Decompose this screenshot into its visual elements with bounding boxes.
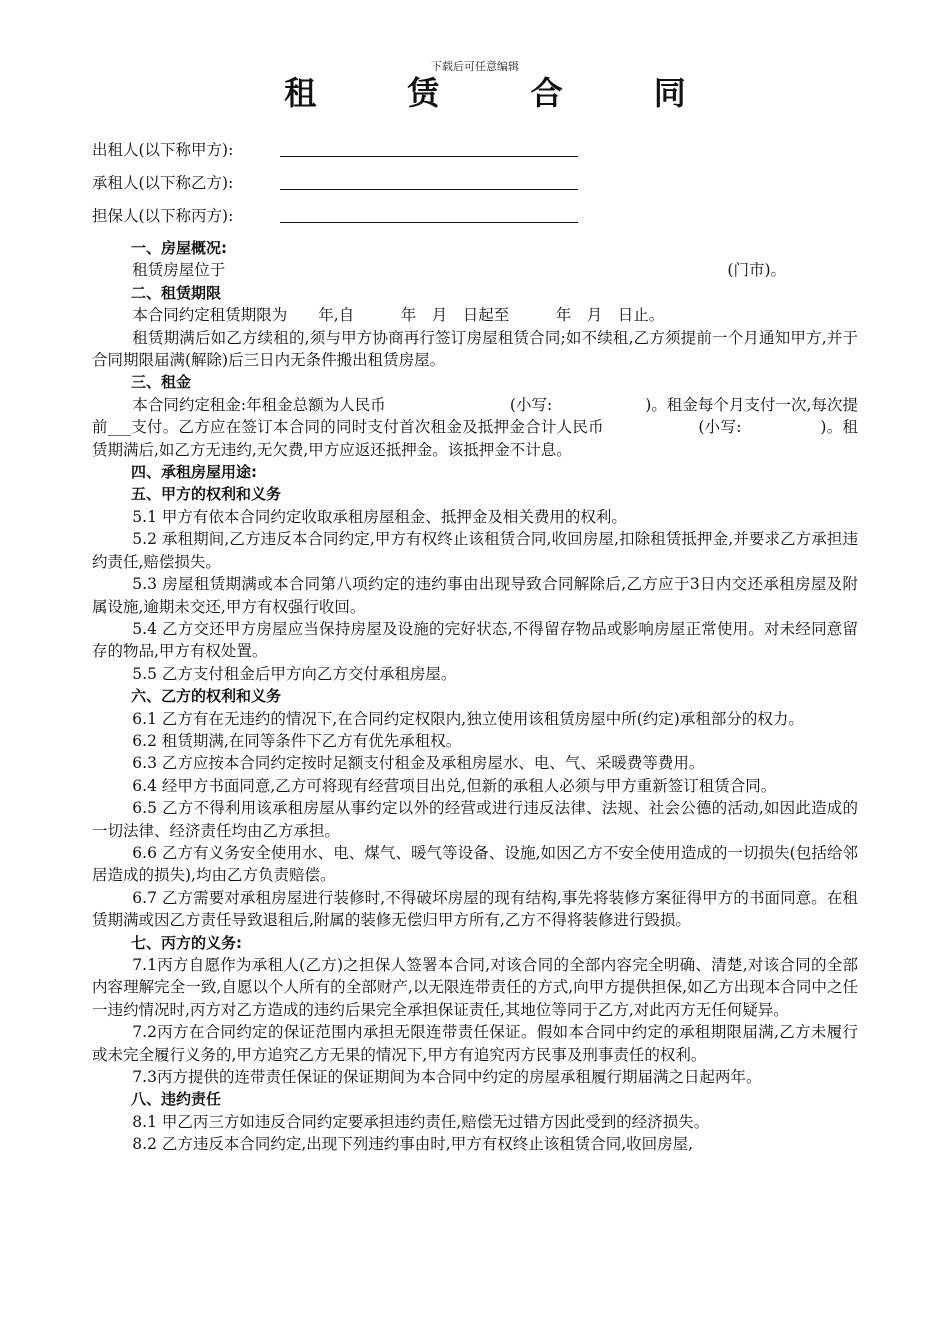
section-2-heading: 二、租赁期限 [131, 283, 222, 302]
party-guarantor-blank-line [280, 222, 578, 223]
clause-6-1: 6.1 乙方有在无违约的情况下,在合同约定权限内,独立使用该租赁房屋中所(约定)承租部分的权力。 [132, 709, 804, 728]
section-3-heading: 三、租金 [131, 373, 192, 392]
clause-6-7: 6.7 乙方需要对承租房屋进行装修时,不得破坏房屋的现有结构,事先将装修方案征得甲方的书面同意。在租赁期满或因乙方责任导致退租后,附属的装修无偿归甲方所有,乙方不得将装修进行毁损。 [92, 888, 858, 930]
party-lessee-blank-line [280, 189, 578, 190]
section-1-location-line [92, 259, 858, 281]
clause-5-5: 5.5 乙方支付租金后甲方向乙方交付承租房屋。 [132, 664, 457, 683]
section-3-para-1: 本合同约定租金:年租金总额为人民币 (小写: )。租金每个月支付一次,每次提前___支付。乙方应在签订本合同的同时支付首次租金及抵押金合计人民币 (小写: )。租赁期满后,如乙方无违约,无欠费,甲方应返还抵押金。该抵押金不计息。 [92, 395, 858, 459]
clause-6-4: 6.4 经甲方书面同意,乙方可将现有经营项目出兑,但新的承租人必须与甲方重新签订租赁合同。 [132, 776, 777, 795]
location-label: 租赁房屋位于 [132, 261, 226, 280]
clause-7-2: 7.2丙方在合同约定的保证范围内承担无限连带责任保证。假如本合同中约定的承租期限届满,乙方未履行或未完全履行义务的,甲方追究乙方无果的情况下,甲方有追究丙方民事及刑事责任的权利。 [92, 1023, 858, 1064]
party-lessor-blank-line [280, 156, 578, 157]
section-7-heading: 七、丙方的义务: [131, 933, 242, 952]
document-title: 租 赁 合 同 [284, 74, 726, 112]
clause-6-3: 6.3 乙方应按本合同约定按时足额支付租金及承租房屋水、电、气、采暖费等费用。 [132, 754, 705, 773]
party-lessee [92, 171, 233, 193]
section-4-heading: 四、承租房屋用途: [131, 463, 257, 482]
clause-5-4: 5.4 乙方交还甲方房屋应当保持房屋及设施的完好状态,不得留存物品或影响房屋正常使用。对未经同意留存的物品,甲方有权处置。 [92, 619, 858, 661]
section-2-para-1: 本合同约定租赁期限为 年,自 年 月 日起至 年 月 日止。 [132, 306, 665, 325]
section-6-heading: 六、乙方的权利和义务 [131, 687, 282, 706]
clause-5-3: 5.3 房屋租赁期满或本合同第八项约定的违约事由出现导致合同解除后,乙方应于3日内交还承租房屋及附属设施,逾期未交还,甲方有权强行收回。 [92, 575, 858, 616]
clause-7-3: 7.3丙方提供的连带责任保证的保证期间为本合同中约定的房屋承租履行期届满之日起两年。 [132, 1068, 762, 1087]
clause-8-1: 8.1 甲乙丙三方如违反合同约定要承担违约责任,赔偿无过错方因此受到的经济损失。 [132, 1112, 710, 1131]
section-5-heading: 五、甲方的权利和义务 [131, 485, 282, 504]
clause-6-2: 6.2 租赁期满,在同等条件下乙方有优先承租权。 [132, 731, 462, 750]
clause-8-2: 8.2 乙方违反本合同约定,出现下列违约事由时,甲方有权终止该租赁合同,收回房屋, [132, 1135, 694, 1154]
location-suffix: (门市)。 [727, 261, 786, 280]
contract-body [92, 237, 858, 1156]
clause-5-1: 5.1 甲方有依本合同约定收取承租房屋租金、抵押金及相关费用的权利。 [132, 507, 627, 526]
party-guarantor-label: 担保人(以下称丙方): [92, 207, 234, 225]
party-lessor [92, 138, 233, 160]
section-1-heading: 一、房屋概况: [131, 239, 227, 257]
party-guarantor [92, 204, 233, 226]
clause-6-6: 6.6 乙方有义务安全使用水、电、煤气、暖气等设备、设施,如因乙方不安全使用造成的一切损失(包括给邻居造成的损失),均由乙方负责赔偿。 [92, 843, 858, 885]
section-8-heading: 八、违约责任 [131, 1090, 222, 1109]
clause-7-1: 7.1丙方自愿作为承租人(乙方)之担保人签署本合同,对该合同的全部内容完全明确、清楚,对该合同的全部内容理解完全一致,自愿以个人所有的全部财产,以无限连带责任的方式,向甲方提供担保,如乙方出现本合同中之任一违约情况时,丙方对乙方造成的违约后果完全承担保证责任,其地位等同于乙方,对此丙方无任何疑异。 [92, 956, 858, 1019]
clause-5-2: 5.2 承租期间,乙方违反本合同约定,甲方有权终止该租赁合同,收回房屋,扣除租赁抵押金,并要求乙方承担违约责任,赔偿损失。 [92, 530, 858, 571]
party-lessor-label: 出租人(以下称甲方): [92, 141, 234, 159]
clause-6-5: 6.5 乙方不得利用该承租房屋从事约定以外的经营或进行违反法律、法规、社会公德的活动,如因此造成的一切法律、经济责任均由乙方承担。 [92, 799, 858, 840]
header-note: 下载后可任意编辑 [431, 60, 519, 73]
section-2-para-2: 租赁期满后如乙方续租的,须与甲方协商再行签订房屋租赁合同;如不续租,乙方须提前一个月通知甲方,并于合同期限届满(解除)后三日内无条件搬出租赁房屋。 [92, 328, 858, 370]
party-lessee-label: 承租人(以下称乙方): [92, 174, 234, 192]
